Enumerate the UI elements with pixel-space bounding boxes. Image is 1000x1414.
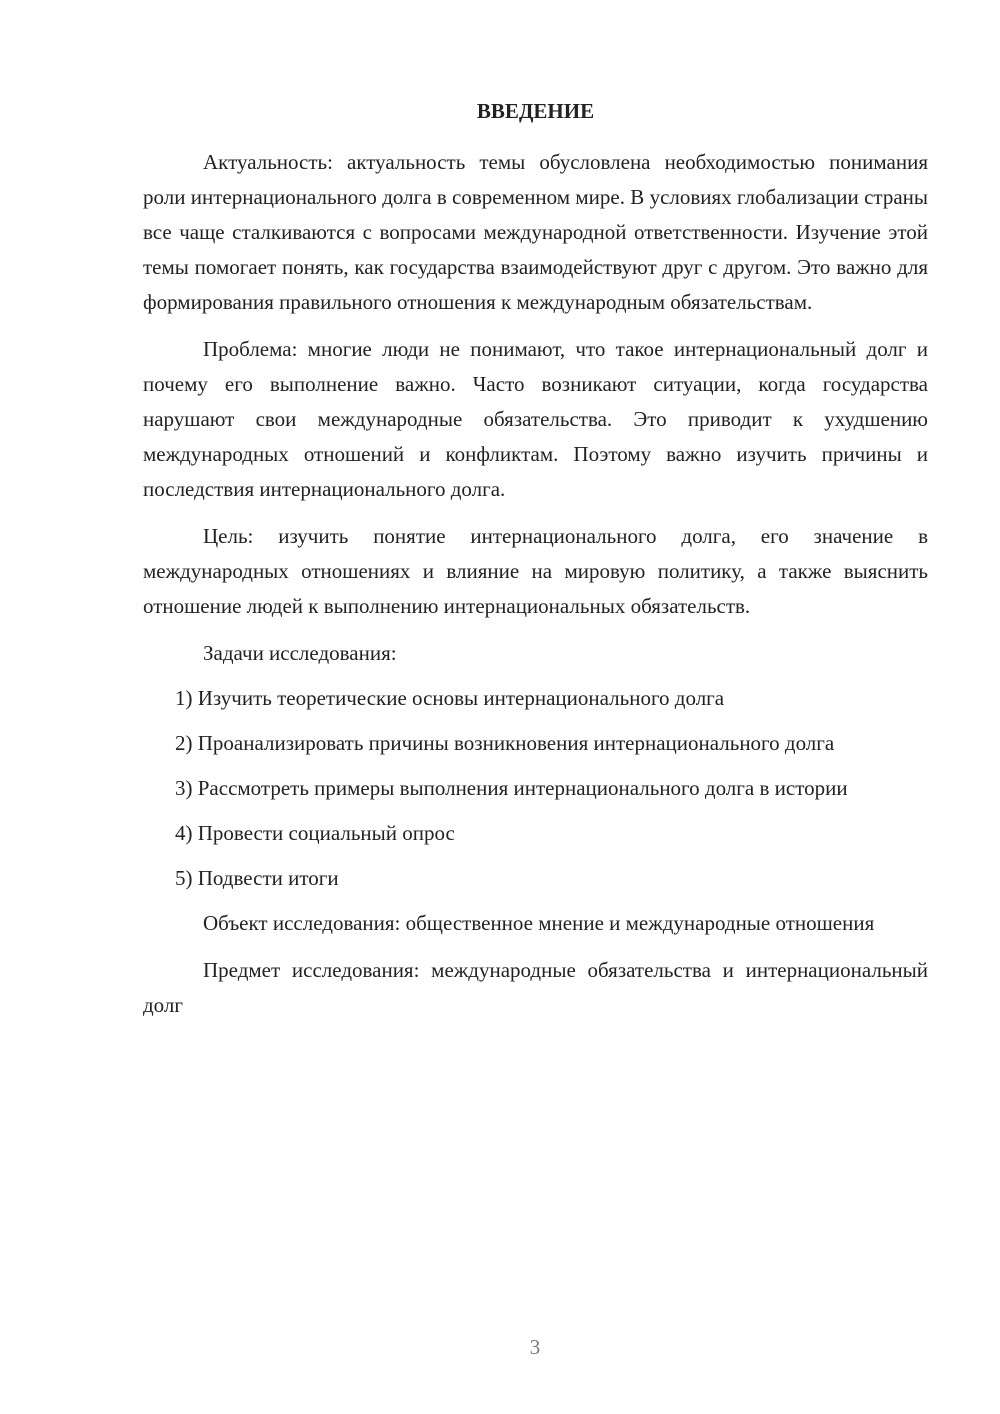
problem-paragraph: Проблема: многие люди не понимают, что такое интернациональный долг и почему его выполнение важно. Часто возникают ситуации, когда государства нарушают свои международные обязательства. Это приводит к ухудшению международных отношений и конфликтам. Поэтому важно изучить причины и последствия интернационального долга. [143,337,928,501]
list-item: 2) Проанализировать причины возникновения интернационального долга [175,731,835,755]
subject-paragraph: Предмет исследования: международные обязательства и интернациональный долг [143,958,928,1017]
list-item: 3) Рассмотреть примеры выполнения интернационального долга в истории [175,776,848,800]
list-item: 1) Изучить теоретические основы интернационального долга [175,686,725,710]
document-page [143,96,928,1035]
relevance-paragraph: Актуальность: актуальность темы обусловлена необходимостью понимания роли интернационального долга в современном мире. В условиях глобализации страны все чаще сталкиваются с вопросами международной ответственности. Изучение этой темы помогает понять, как государства взаимодействуют друг с другом. Это важно для формирования правильного отношения к международным обязательствам. [143,150,928,314]
tasks-heading: Задачи исследования: [203,641,397,665]
page-title: ВВЕДЕНИЕ [476,99,595,123]
list-item: 5) Подвести итоги [175,866,339,890]
goal-paragraph: Цель: изучить понятие интернационального долга, его значение в международных отношениях и влияние на мировую политику, а также выяснить отношение людей к выполнению интернациональных обязательств. [143,524,928,618]
object-paragraph: Объект исследования: общественное мнение и международные отношения [203,911,875,935]
list-item: 4) Провести социальный опрос [175,821,455,845]
page-number: 3 [529,1335,541,1359]
tasks-list [143,681,928,896]
